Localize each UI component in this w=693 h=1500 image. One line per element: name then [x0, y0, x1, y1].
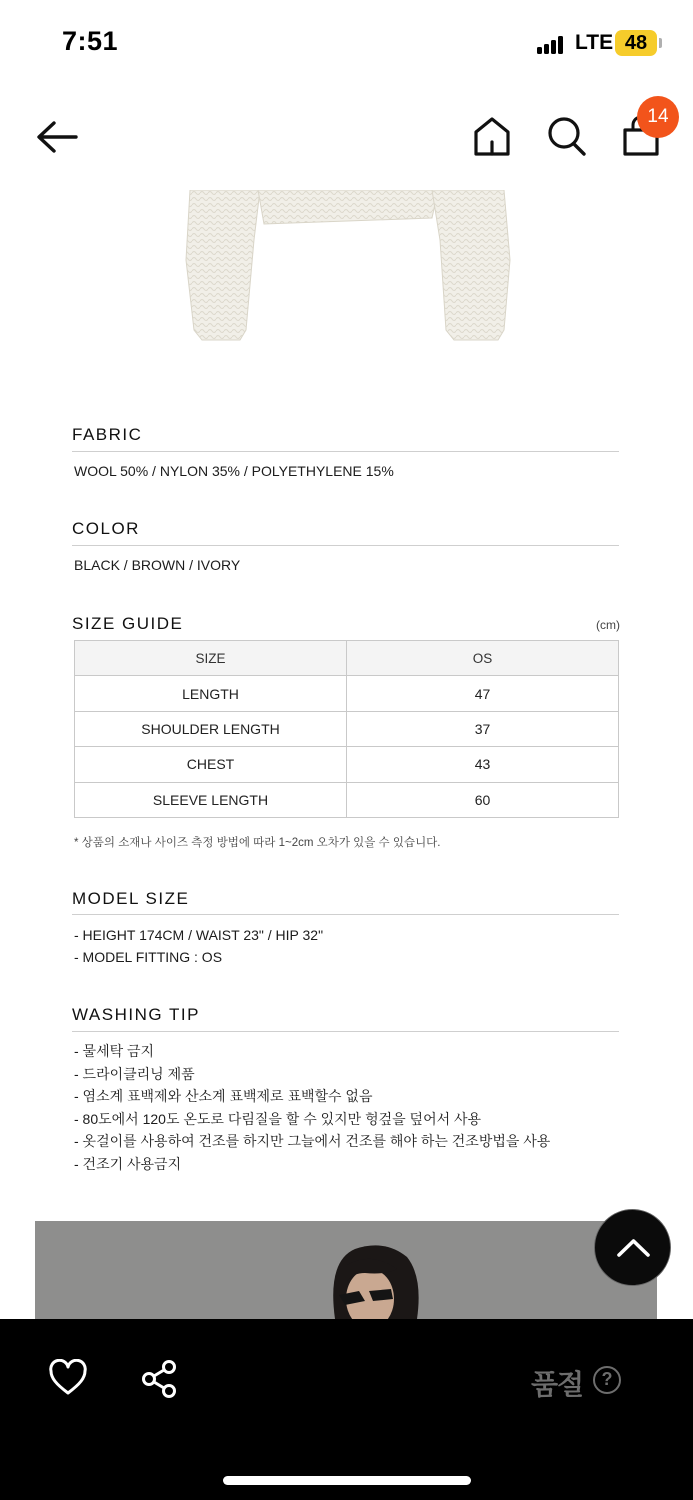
- size-header-cell: SIZE: [75, 641, 347, 676]
- battery-nub: [659, 38, 662, 48]
- search-icon: [546, 114, 588, 158]
- fabric-divider: [72, 451, 619, 452]
- cart-count-badge: 14: [637, 96, 679, 138]
- measure-value: 37: [347, 711, 619, 746]
- table-row: [75, 711, 619, 746]
- share-button[interactable]: [140, 1359, 178, 1399]
- battery-icon: 48: [615, 30, 657, 56]
- home-button[interactable]: [472, 114, 512, 158]
- network-label: LTE: [575, 31, 614, 54]
- size-tolerance-note: * 상품의 소재나 사이즈 측정 방법에 따라 1~2cm 오차가 있을 수 있습니다.: [74, 837, 441, 849]
- status-time: 7:51: [62, 26, 119, 56]
- washing-tip-title: WASHING TIP: [72, 1005, 200, 1024]
- washing-tip-line: - 80도에서 120도 온도로 다림질을 할 수 있지만 헝겊을 덮어서 사용: [74, 1111, 482, 1127]
- measure-value: 60: [347, 782, 619, 817]
- washing-tip-line: - 물세탁 금지: [74, 1043, 155, 1059]
- washing-tip-line: - 옷걸이를 사용하여 건조를 하지만 그늘에서 건조를 해야 하는 건조방법을 사용: [74, 1133, 551, 1149]
- color-divider: [72, 545, 619, 546]
- model-photo: [35, 1221, 657, 1319]
- color-title: COLOR: [72, 519, 140, 538]
- home-indicator: [223, 1476, 471, 1485]
- table-row: [75, 676, 619, 711]
- washing-tip-divider: [72, 1031, 619, 1032]
- fabric-title: FABRIC: [72, 425, 143, 444]
- back-button[interactable]: [34, 117, 80, 157]
- bottom-action-bar: [0, 1319, 693, 1500]
- size-table: [74, 640, 619, 818]
- share-icon: [140, 1359, 178, 1399]
- heart-icon: [48, 1359, 88, 1397]
- arrow-left-icon: [34, 117, 80, 157]
- status-bar: [0, 0, 693, 90]
- measure-value: 47: [347, 676, 619, 711]
- model-size-title: MODEL SIZE: [72, 889, 190, 908]
- washing-tip-line: - 염소계 표백제와 산소계 표백제로 표백할수 없음: [74, 1088, 373, 1104]
- model-size-line: - MODEL FITTING : OS: [74, 949, 223, 965]
- signal-icon: [537, 34, 567, 54]
- top-nav: [0, 100, 693, 180]
- washing-tip-line: - 드라이클리닝 제품: [74, 1066, 195, 1082]
- search-button[interactable]: [546, 114, 588, 158]
- measure-name: SLEEVE LENGTH: [75, 782, 347, 817]
- fabric-text: WOOL 50% / NYLON 35% / POLYETHYLENE 15%: [74, 463, 394, 479]
- size-unit-label: (cm): [596, 618, 620, 632]
- scroll-top-button[interactable]: [594, 1209, 671, 1286]
- model-size-divider: [72, 914, 619, 915]
- wishlist-button[interactable]: [48, 1359, 88, 1397]
- size-table-header: [75, 641, 619, 676]
- table-row: [75, 782, 619, 817]
- product-image: [120, 190, 580, 365]
- size-header-cell: OS: [347, 641, 619, 676]
- sweater-illustration: [120, 190, 580, 365]
- table-row: [75, 747, 619, 782]
- help-icon[interactable]: ?: [593, 1366, 621, 1394]
- model-silhouette: [35, 1221, 657, 1319]
- chevron-up-icon: [595, 1210, 672, 1287]
- color-text: BLACK / BROWN / IVORY: [74, 557, 241, 573]
- size-guide-title: SIZE GUIDE: [72, 614, 184, 633]
- measure-name: CHEST: [75, 747, 347, 782]
- washing-tip-line: - 건조기 사용금지: [74, 1156, 182, 1172]
- home-icon: [472, 114, 512, 158]
- measure-name: SHOULDER LENGTH: [75, 711, 347, 746]
- measure-value: 43: [347, 747, 619, 782]
- sold-out-label: 품절: [531, 1368, 584, 1401]
- measure-name: LENGTH: [75, 676, 347, 711]
- model-size-line: - HEIGHT 174CM / WAIST 23" / HIP 32": [74, 927, 324, 943]
